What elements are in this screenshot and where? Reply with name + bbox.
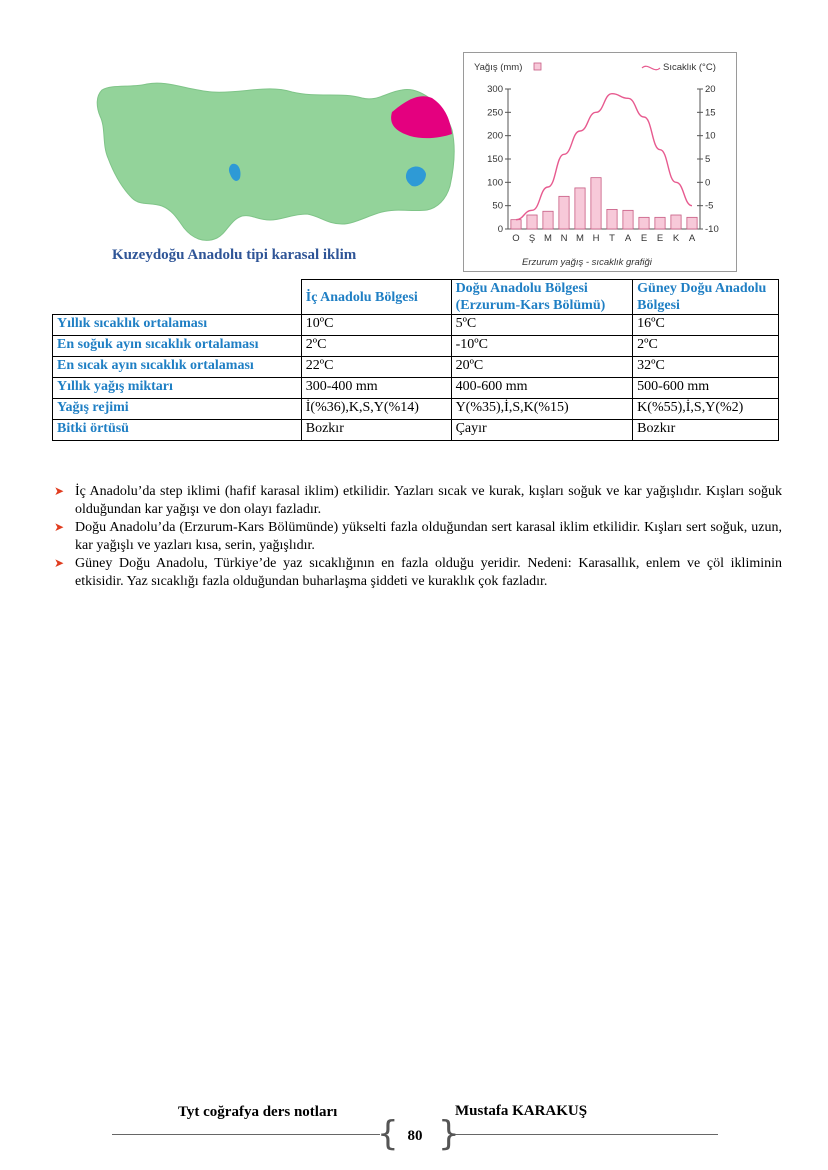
y-left-tick-label: 100 — [487, 177, 503, 189]
bullet-arrow-icon: ➤ — [54, 556, 65, 570]
x-tick-label: O — [512, 233, 520, 244]
y-left-axis-label: Yağış (mm) — [474, 62, 523, 73]
legend-bar-swatch — [534, 63, 541, 70]
y-left-tick-label: 300 — [487, 84, 503, 95]
table-cell: 32ºC — [633, 357, 779, 378]
table-cell: 2ºC — [301, 336, 451, 357]
precipitation-bar — [575, 188, 585, 229]
table-row — [53, 399, 779, 420]
table-header-empty — [53, 280, 302, 315]
x-tick-label: T — [609, 233, 615, 244]
table-row — [53, 336, 779, 357]
precipitation-bar — [591, 178, 601, 229]
table-row — [53, 420, 779, 441]
x-tick-label: Ş — [528, 233, 536, 244]
page-bracket-left-icon: { — [377, 1114, 399, 1154]
y-right-tick-label: -5 — [705, 200, 714, 212]
table-row-label: Yıllık yağış miktarı — [53, 378, 302, 399]
climate-chart-svg — [464, 53, 736, 271]
table-cell: 5ºC — [451, 315, 633, 336]
bullet-text: Doğu Anadolu’da (Erzurum-Kars Bölümünde) yükselti fazla olduğundan sert karasal iklim etkilidir. Kışları sert soğuk, uzun, kar yağışlı ve yazları kısa, serin, yağışlıdır. — [75, 520, 782, 553]
footer-divider-left — [112, 1134, 380, 1135]
x-tick-label: M — [576, 233, 584, 244]
y-left-tick-label: 0 — [497, 224, 503, 235]
x-tick-label: A — [688, 233, 696, 244]
precipitation-bar — [687, 217, 697, 229]
y-right-tick-label: 20 — [705, 84, 716, 95]
temperature-line — [516, 94, 692, 220]
y-right-tick-label: 0 — [705, 177, 711, 189]
x-tick-label: M — [544, 233, 552, 244]
table-cell: 20ºC — [451, 357, 633, 378]
precipitation-bar — [655, 217, 665, 229]
precipitation-bar — [639, 217, 649, 229]
page-bracket-right-icon: } — [438, 1114, 460, 1154]
precipitation-bar — [559, 196, 569, 229]
table-cell: 22ºC — [301, 357, 451, 378]
turkey-climate-map — [92, 78, 458, 248]
y-left-tick-label: 200 — [487, 130, 503, 142]
table-row-label: Yağış rejimi — [53, 399, 302, 420]
footer-course-title: Tyt coğrafya ders notları — [178, 1104, 338, 1120]
x-tick-label: A — [624, 233, 632, 244]
table-cell: Bozkır — [633, 420, 779, 441]
bullet-text: Güney Doğu Anadolu, Türkiye’de yaz sıcaklığının en fazla olduğu yeridir. Nedeni: Karasallık, enlem ve çöl ikliminin etkisidir. Yaz sıcaklığı fazla olduğundan buharlaşma şiddeti ve kuraklık çok fazladır. — [75, 556, 782, 589]
y-left-tick-label: 50 — [492, 200, 503, 212]
table-row-label: Yıllık sıcaklık ortalaması — [53, 315, 302, 336]
table-cell: 16ºC — [633, 315, 779, 336]
precipitation-bar — [607, 209, 617, 229]
table-header-ic-anadolu: İç Anadolu Bölgesi — [301, 280, 451, 315]
climate-comparison-table — [52, 279, 779, 441]
table-row-label: En sıcak ayın sıcaklık ortalaması — [53, 357, 302, 378]
y-right-tick-label: -10 — [705, 224, 719, 235]
bullet-item — [54, 519, 782, 554]
x-tick-label: H — [592, 233, 600, 244]
bullet-item — [54, 483, 782, 518]
table-header-guney-dogu — [633, 280, 779, 315]
table-cell: Bozkır — [301, 420, 451, 441]
y-right-tick-label: 10 — [705, 130, 716, 142]
table-row-label: En soğuk ayın sıcaklık ortalaması — [53, 336, 302, 357]
bullet-arrow-icon: ➤ — [54, 484, 65, 498]
legend-line-swatch — [642, 66, 660, 69]
table-header-guney-dogu-text: Güney Doğu Anadolu Bölgesi — [637, 281, 767, 313]
turkey-map-svg — [92, 78, 458, 248]
x-tick-label: E — [656, 233, 664, 244]
table-cell: 400-600 mm — [451, 378, 633, 399]
table-header-dogu-anadolu: Doğu Anadolu Bölgesi (Erzurum-Kars Bölümü) — [451, 280, 633, 315]
table-body — [53, 315, 779, 441]
bullet-item — [54, 555, 782, 590]
table-cell: 2ºC — [633, 336, 779, 357]
table-cell: Y(%35),İ,S,K(%15) — [451, 399, 633, 420]
table-cell: Çayır — [451, 420, 633, 441]
y-right-axis-label: Sıcaklık (°C) — [663, 62, 716, 73]
y-left-tick-label: 250 — [487, 107, 503, 119]
y-right-tick-label: 15 — [705, 107, 716, 119]
bullet-list — [54, 483, 782, 591]
climate-chart — [463, 52, 737, 272]
table-cell: -10ºC — [451, 336, 633, 357]
table-header-row — [53, 280, 779, 315]
precipitation-bar — [623, 210, 633, 229]
chart-caption: Erzurum yağış - sıcaklık grafiği — [522, 257, 652, 268]
y-left-tick-label: 150 — [487, 154, 503, 165]
map-caption: Kuzeydoğu Anadolu tipi karasal iklim — [112, 247, 357, 263]
table-cell: 10ºC — [301, 315, 451, 336]
table-cell: 300-400 mm — [301, 378, 451, 399]
bullet-arrow-icon: ➤ — [54, 520, 65, 534]
table-cell: İ(%36),K,S,Y(%14) — [301, 399, 451, 420]
table-row — [53, 315, 779, 336]
page-number: 80 — [407, 1128, 423, 1144]
table-row — [53, 357, 779, 378]
precipitation-bar — [543, 211, 553, 229]
table-row — [53, 378, 779, 399]
precipitation-bar — [671, 215, 681, 229]
x-tick-label: E — [640, 233, 648, 244]
bullet-text: İç Anadolu’da step iklimi (hafif karasal iklim) etkilidir. Yazları sıcak ve kurak, kışları soğuk ve kar yağışlıdır. Kışları soğuk olduğundan kar yağışı ve don olayı fazladır. — [75, 484, 782, 517]
table-cell: K(%55),İ,S,Y(%2) — [633, 399, 779, 420]
table-cell: 500-600 mm — [633, 378, 779, 399]
y-right-tick-label: 5 — [705, 154, 711, 165]
table-row-label: Bitki örtüsü — [53, 420, 302, 441]
x-tick-label: N — [560, 233, 568, 244]
footer-divider-right — [450, 1134, 718, 1135]
precipitation-bar — [511, 220, 521, 229]
precipitation-bar — [527, 215, 537, 229]
footer-author: Mustafa KARAKUŞ — [455, 1103, 588, 1119]
x-tick-label: K — [672, 233, 680, 244]
